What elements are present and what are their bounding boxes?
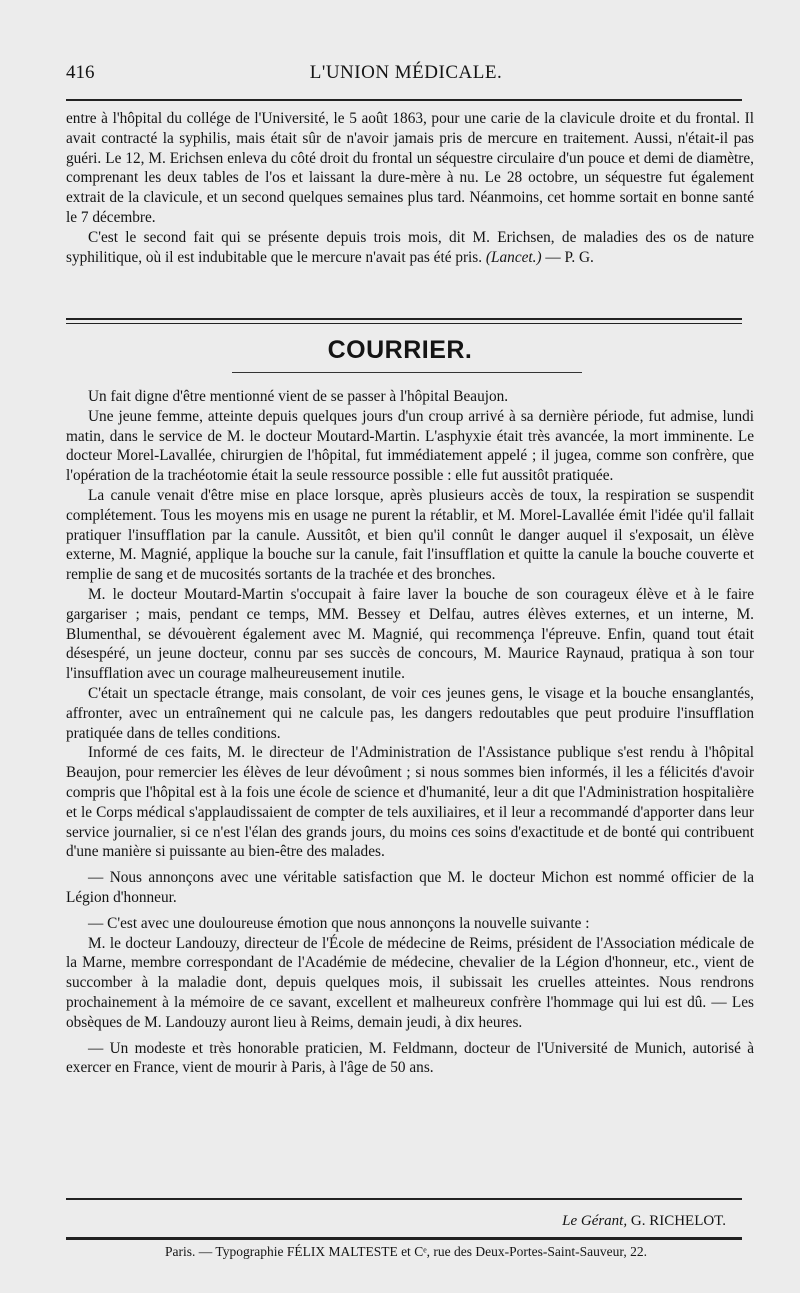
courrier-paragraph: La canule venait d'être mise en place lorsque, après plusieurs accès de toux, la respiration se suspendit complétement. Tous les moyens mis en usage ne purent la rétablir, et M. Morel-Lavallée émit l'idée qu'il fallait pratiquer l'insufflation par la canule. Aussitôt, et bien qu'il connût le danger auquel il s'exposait, un élève externe, M. Magnié, applique la bouche sur la canule, fait l'insufflation et quitte la canule la bouche couverte et remplie de sang et de mucosités sortants de la trachée et des bronches.: [66, 486, 754, 584]
manager-name: G. RICHELOT.: [630, 1213, 726, 1229]
section-rule-top-thin: [66, 323, 742, 324]
footer-rule-bottom: [66, 1237, 742, 1240]
courrier-paragraph: M. le docteur Landouzy, directeur de l'École de médecine de Reims, président de l'Association médicale de la Marne, membre correspondant de l'Académie de médecine, chevalier de la Légion d'honneur, etc., vient de succomber à la maladie dont, depuis quelques mois, il subissait les cruelles atteintes. Nous rendrons prochainement à la mémoire de ce savant, excellent et malheureux confrère l'hommage qui lui est dû. — Les obsèques de M. Landouzy auront lieu à Reims, demain jeudi, à dix heures.: [66, 934, 754, 1031]
courrier-paragraph: — C'est avec une douloureuse émotion que nous annonçons la nouvelle suivante :: [88, 914, 590, 932]
courrier-paragraph: M. le docteur Moutard-Martin s'occupait à faire laver la bouche de son courageux élève et à le faire gargariser ; mais, pendant ce temps, MM. Bessey et Delfau, autres élèves externes, et un interne, M. Blumenthal, se dévouèrent également avec M. Magnié, qui recommença l'épreuve. Enfin, quand tout était désespéré, un jeune docteur, connu par ses succès de concours, M. Maurice Raynaud, pratiqua à son tour l'insufflation avec un courage malheureusement inutile.: [66, 585, 754, 683]
article-paragraph: entre à l'hôpital du collége de l'Université, le 5 août 1863, pour une carie de la clavicule droite et du frontal. Il avait contracté la syphilis, mais était sûr de n'avoir jamais pris de mercure en traitement. Aussi, n'était-il pas guéri. Le 12, M. Erichsen enleva du côté droit du frontal un séquestre circulaire d'un pouce et demi de diamètre, comprenant les deux tables de l'os et laissant la dure-mère à nu. Le 28 octobre, un séquestre fut également extrait de la clavicule, et un second quelques semaines plus tard. Néanmoins, cet homme sortait en bonne santé le 7 décembre.: [66, 110, 754, 226]
courrier-paragraph: C'était un spectacle étrange, mais consolant, de voir ces jeunes gens, le visage et la bouche ensanglantés, affronter, avec un entraînement qui ne calcule pas, les dangers redoutables que peut produire l'insufflation pratiquée dans de telles conditions.: [66, 684, 754, 742]
article-text: C'est le second fait qui se présente depuis trois mois, dit M. Erichsen, de maladies des os de nature syphilitique, où il est indubitable que le mercure n'avait pas été pris.: [66, 228, 754, 266]
manager-label: Le Gérant,: [562, 1213, 628, 1229]
article-source: (Lancet.): [485, 248, 542, 266]
page-header: [66, 62, 746, 90]
article-paragraph-final: [66, 228, 754, 268]
section-title-underline: [232, 372, 582, 373]
header-rule: [66, 99, 742, 101]
footer-rule-top: [66, 1198, 742, 1200]
section-rule-top: [66, 318, 742, 320]
article-author: — P. G.: [541, 248, 594, 266]
article-continuation: [66, 109, 754, 267]
courrier-section: [66, 387, 754, 1078]
courrier-paragraph: Une jeune femme, atteinte depuis quelques jours d'un croup arrivé à sa dernière période, fut admise, lundi matin, dans le service de M. le docteur Moutard-Martin. L'asphyxie était très avancée, la mort imminente. Le docteur Morel-Lavallée, chirurgien de l'hôpital, fut immédiatement appelé ; il jugea, comme son confrère, que l'opération de la trachéotomie était la seule ressource possible : elle fut aussitôt pratiquée.: [66, 407, 754, 485]
page-number: 416: [66, 62, 95, 83]
journal-title: L'UNION MÉDICALE.: [309, 62, 503, 83]
printer-line: Paris. — Typographie FÉLIX MALTESTE et Cᵉ, rue des Deux-Portes-Saint-Sauveur, 22.: [165, 1244, 647, 1259]
courrier-paragraph: Un fait digne d'être mentionné vient de se passer à l'hôpital Beaujon.: [88, 388, 509, 405]
courrier-paragraph: — Un modeste et très honorable praticien, M. Feldmann, docteur de l'Université de Munich, autorisé à exercer en France, vient de mourir à Paris, à l'âge de 50 ans.: [66, 1039, 754, 1077]
manager-signature: [562, 1213, 726, 1230]
courrier-paragraph: — Nous annonçons avec une véritable satisfaction que M. le docteur Michon est nommé officier de la Légion d'honneur.: [66, 869, 754, 906]
courrier-paragraph: Informé de ces faits, M. le directeur de l'Administration de l'Assistance publique s'est rendu à l'hôpital Beaujon, pour remercier les élèves de leur dévoûment ; si nous sommes bien informés, il les a félicités d'avoir compris que l'hôpital est à la fois une école de science et d'humanité, leur a dit que l'Administration hospitalière et le Corps médical s'applaudissaient de compter de tels auxiliaires, et il leur a recommandé d'apporter dans leur service journalier, si ce n'est l'élan des grands jours, du moins ces soins d'exactitude et de bonté qui contribuent d'une manière si puissante au bien-être des malades.: [66, 744, 754, 861]
section-title: COURRIER.: [327, 336, 473, 364]
